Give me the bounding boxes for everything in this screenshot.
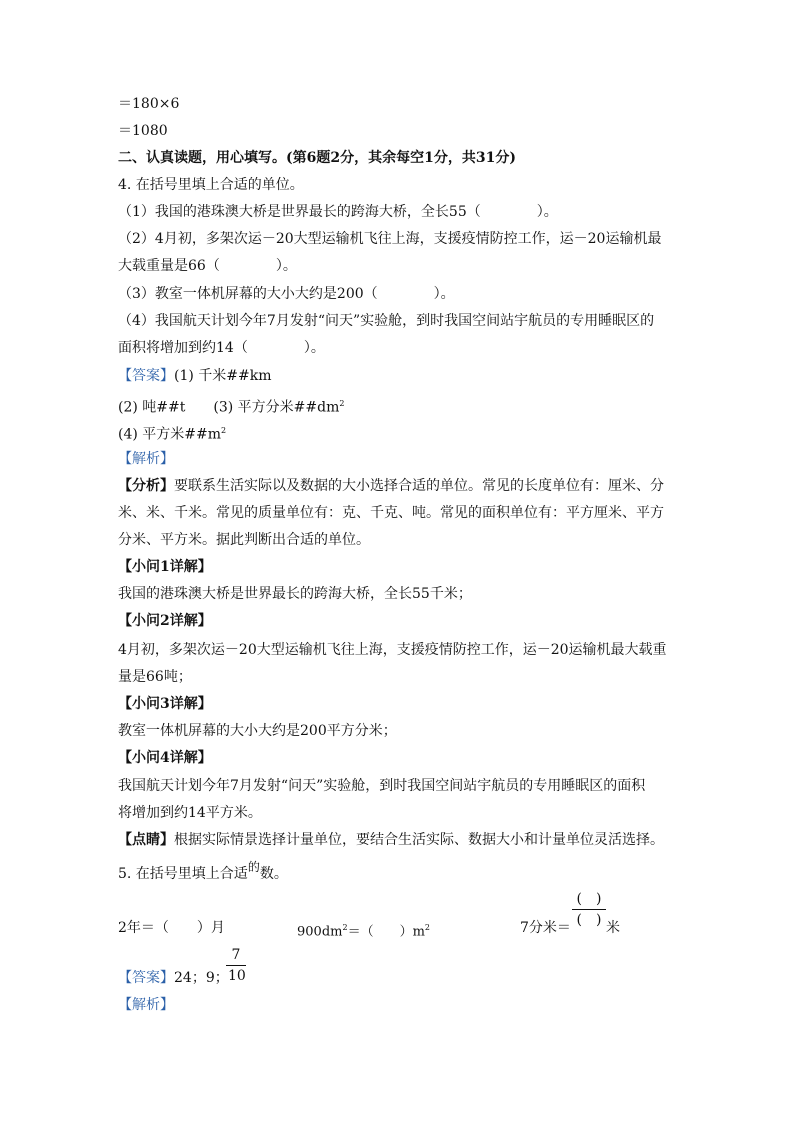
dianjing-tag: 【点睛】 — [118, 832, 174, 848]
fraction-denominator: 10 — [228, 968, 246, 984]
question-4-title: 4. 在括号里填上合适的单位。 — [118, 177, 304, 193]
sub2-text-a: 4月初，多架次运－20大型运输机飞往上海，支援疫情防控工作，运－20运输机最大载重 — [118, 642, 667, 658]
q5-analysis-tag: 【解析】 — [118, 997, 174, 1013]
question-4-part-1: （1）我国的港珠澳大桥是世界最长的跨海大桥，全长55（ ）。 — [118, 204, 558, 220]
question-5-title-c: 数。 — [259, 866, 288, 882]
question-4-part-2b: 大载重量是66（ ）。 — [118, 258, 297, 274]
sub1-tag: 【小问1详解】 — [118, 559, 212, 575]
superscript: 2 — [424, 923, 430, 932]
question-4-part-4b: 面积将增加到约14（ ）。 — [118, 340, 325, 356]
fraction-denominator: ( ) — [576, 912, 602, 928]
answer-text-1: (1) 千米##km — [174, 368, 272, 384]
answer-line-1 — [118, 366, 272, 386]
question-4-part-3: （3）教室一体机屏幕的大小大约是200（ ）。 — [118, 286, 455, 302]
question-4-part-2a: （2）4月初，多架次运－20大型运输机飞往上海，支援疫情防控工作，运－20运输机最 — [118, 231, 662, 247]
sub2-text-b: 量是66吨； — [118, 669, 192, 685]
answer-tag: 【答案】 — [118, 368, 174, 384]
calc-line-1: ＝180×6 — [118, 96, 180, 112]
fraction-bar — [226, 965, 246, 966]
q5-item-3-unit: 米 — [606, 920, 620, 936]
fraction-numerator: ( ) — [576, 891, 602, 907]
answer-line-3 — [118, 421, 226, 445]
superscript: 2 — [339, 399, 345, 408]
answer-text: 24；9； — [174, 970, 229, 986]
sub4-text-a: 我国航天计划今年7月发射“问天”实验舱，到时我国空间站宇航员的专用睡眠区的面积 — [118, 778, 646, 794]
sub3-tag: 【小问3详解】 — [118, 696, 212, 712]
sub1-text: 我国的港珠澳大桥是世界最长的跨海大桥，全长55千米； — [118, 586, 472, 602]
q5-item-2 — [297, 918, 430, 942]
sub3-text: 教室一体机屏幕的大小大约是200平方分米； — [118, 723, 397, 739]
superscript: 2 — [342, 923, 348, 932]
calc-line-2: ＝1080 — [118, 123, 168, 139]
dianjing-text: 根据实际情景选择计量单位，要结合生活实际、数据大小和计量单位灵活选择。 — [174, 832, 664, 848]
fenxi-line-3: 分米、平方米。据此判断出合适的单位。 — [118, 532, 370, 548]
fraction-numerator: 7 — [231, 947, 241, 963]
sub4-tag: 【小问4详解】 — [118, 750, 212, 766]
section-heading: 二、认真读题，用心填写。(第6题2分，其余每空1分，共31分) — [118, 150, 516, 166]
superscript: 2 — [221, 426, 227, 435]
sub2-tag: 【小问2详解】 — [118, 613, 212, 629]
q5-answer-fraction — [226, 946, 246, 985]
fenxi-tag: 【分析】 — [118, 478, 174, 494]
fenxi-text: 要联系生活实际以及数据的大小选择合适的单位。常见的长度单位有：厘米、分 — [174, 478, 664, 494]
answer-tag: 【答案】 — [118, 970, 174, 986]
analysis-tag: 【解析】 — [118, 451, 174, 467]
question-5-title — [118, 860, 288, 884]
sub4-text-b: 将增加到约14平方米。 — [118, 805, 262, 821]
question-5-title-a: 5. 在括号里填上合适 — [118, 866, 248, 882]
fenxi-line-2: 米、米、千米。常见的质量单位有：克、千克、吨。常见的面积单位有：平方厘米、平方 — [118, 505, 664, 521]
q5-item-2-c: ＝（ ）m — [347, 924, 425, 940]
answer-text-2: (2) 吨##t (3) 平方分米##dm — [118, 399, 340, 416]
fenxi-line-1 — [118, 476, 664, 496]
question-4-part-4a: （4）我国航天计划今年7月发射“问天”实验舱，到时我国空间站宇航员的专用睡眠区的 — [118, 313, 655, 329]
q5-answer-line — [118, 968, 229, 988]
question-5-title-b: 的 — [247, 860, 260, 874]
answer-text-3: (4) 平方米##m — [118, 426, 222, 443]
dianjing-line — [118, 830, 664, 850]
answer-line-2 — [118, 394, 344, 418]
q5-item-3-label: 7分米＝ — [520, 920, 571, 936]
q5-item-3-fraction — [572, 890, 606, 929]
q5-item-1: 2年＝（ ）月 — [118, 920, 225, 936]
q5-item-2-a: 900dm — [297, 924, 343, 940]
fraction-bar — [572, 909, 606, 910]
